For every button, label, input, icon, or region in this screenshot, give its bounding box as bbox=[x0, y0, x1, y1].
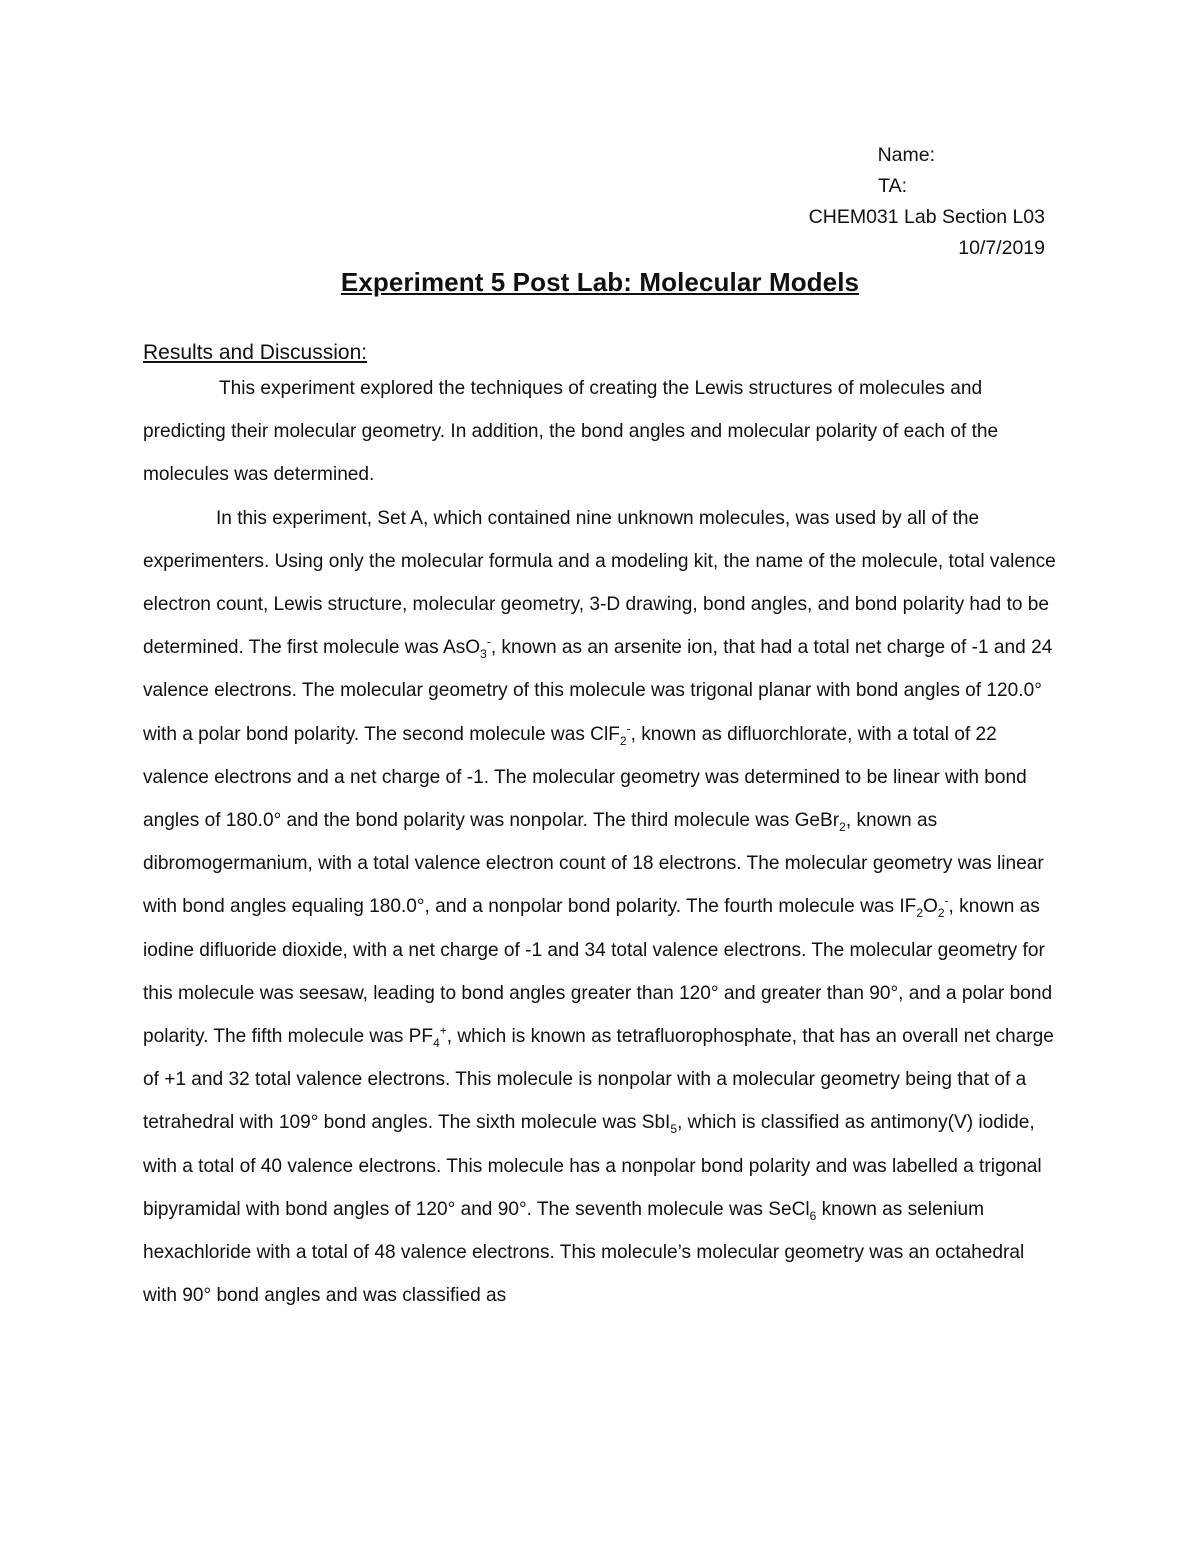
text-run: O bbox=[923, 896, 938, 918]
subscript: 2 bbox=[619, 733, 627, 748]
superscript: - bbox=[944, 894, 949, 909]
lab-section: CHEM031 Lab Section L03 bbox=[808, 206, 1045, 228]
text-run: , known as difluorchlorate, with a total of 22 valence electrons and a net charge of -1. The molecular geometry was determined to be linear with bond angles of 180.0° and the bond polarity was nonpolar. The third molecule was GeBr bbox=[143, 723, 1027, 832]
text-run: known as selenium hexachloride with a total of 48 valence electrons. This molecule’s molecular geometry was an octahedral with 90° bond angles and was classified as bbox=[143, 1198, 1025, 1307]
superscript: - bbox=[626, 721, 631, 736]
subscript: 2 bbox=[937, 906, 945, 921]
subscript: 2 bbox=[839, 819, 846, 834]
section-heading: Results and Discussion: bbox=[143, 341, 368, 364]
text-run: , known as an arsenite ion, that had a total net charge of -1 and 24 valence electrons. The molecular geometry of this molecule was trigonal planar with bond angles of 120.0° with a polar bond polarity. The second molecule was ClF bbox=[143, 637, 1053, 745]
text-run: In this experiment, Set A, which contained nine unknown molecules, was used by all of the experimenters. Using only the molecular formula and a modeling kit, the name of the molecule, total valence electron count, Lewis structure, molecular geometry, 3-D drawing, bond angles, and bond polarity had to be determined. The first molecule was AsO bbox=[143, 507, 1056, 659]
header-block bbox=[809, 140, 1045, 264]
subscript: 6 bbox=[809, 1208, 817, 1223]
superscript: - bbox=[486, 634, 491, 649]
name-label: Name: bbox=[877, 144, 935, 166]
subscript: 2 bbox=[916, 906, 923, 921]
text-run: , which is known as tetrafluorophosphate, that has an overall net charge of +1 and 32 total valence electrons. This molecule is nonpolar with a molecular geometry being that of a tetrahedral with 109° bond angles. The sixth molecule was SbI bbox=[143, 1026, 1054, 1134]
ta-label: TA: bbox=[878, 175, 907, 197]
text-run: , known as iodine difluoride dioxide, with a net charge of -1 and 34 total valence electrons. The molecular geometry for this molecule was seesaw, leading to bond angles greater than 120° and greater than 90°, and a polar bond polarity. The fifth molecule was PF bbox=[143, 896, 1053, 1048]
subscript: 3 bbox=[480, 647, 487, 662]
paragraph-1 bbox=[143, 367, 1061, 497]
subscript: 4 bbox=[433, 1035, 440, 1050]
subscript: 5 bbox=[670, 1122, 678, 1137]
superscript: + bbox=[439, 1023, 447, 1038]
date: 10/7/2019 bbox=[958, 237, 1045, 259]
document-title: Experiment 5 Post Lab: Molecular Models bbox=[340, 267, 860, 297]
text-run: This experiment explored the techniques of creating the Lewis structures of molecules and predicting their molecular geometry. In addition, the bond angles and molecular polarity of each of the molecules was determined. bbox=[143, 378, 999, 486]
text-run: , which is classified as antimony(V) iodide, with a total of 40 valence electrons. This molecule has a nonpolar bond polarity and was labelled a trigonal bipyramidal with bond angles of 120° and 90°. The seventh molecule was SeCl bbox=[143, 1112, 1042, 1220]
text-run: , known as dibromogermanium, with a total valence electron count of 18 electrons. The molecular geometry was linear with bond angles equaling 180.0°, and a nonpolar bond polarity. The fourth molecule was IF bbox=[143, 810, 1044, 918]
paragraph-2 bbox=[143, 497, 1061, 1318]
body-text bbox=[143, 367, 1061, 1317]
